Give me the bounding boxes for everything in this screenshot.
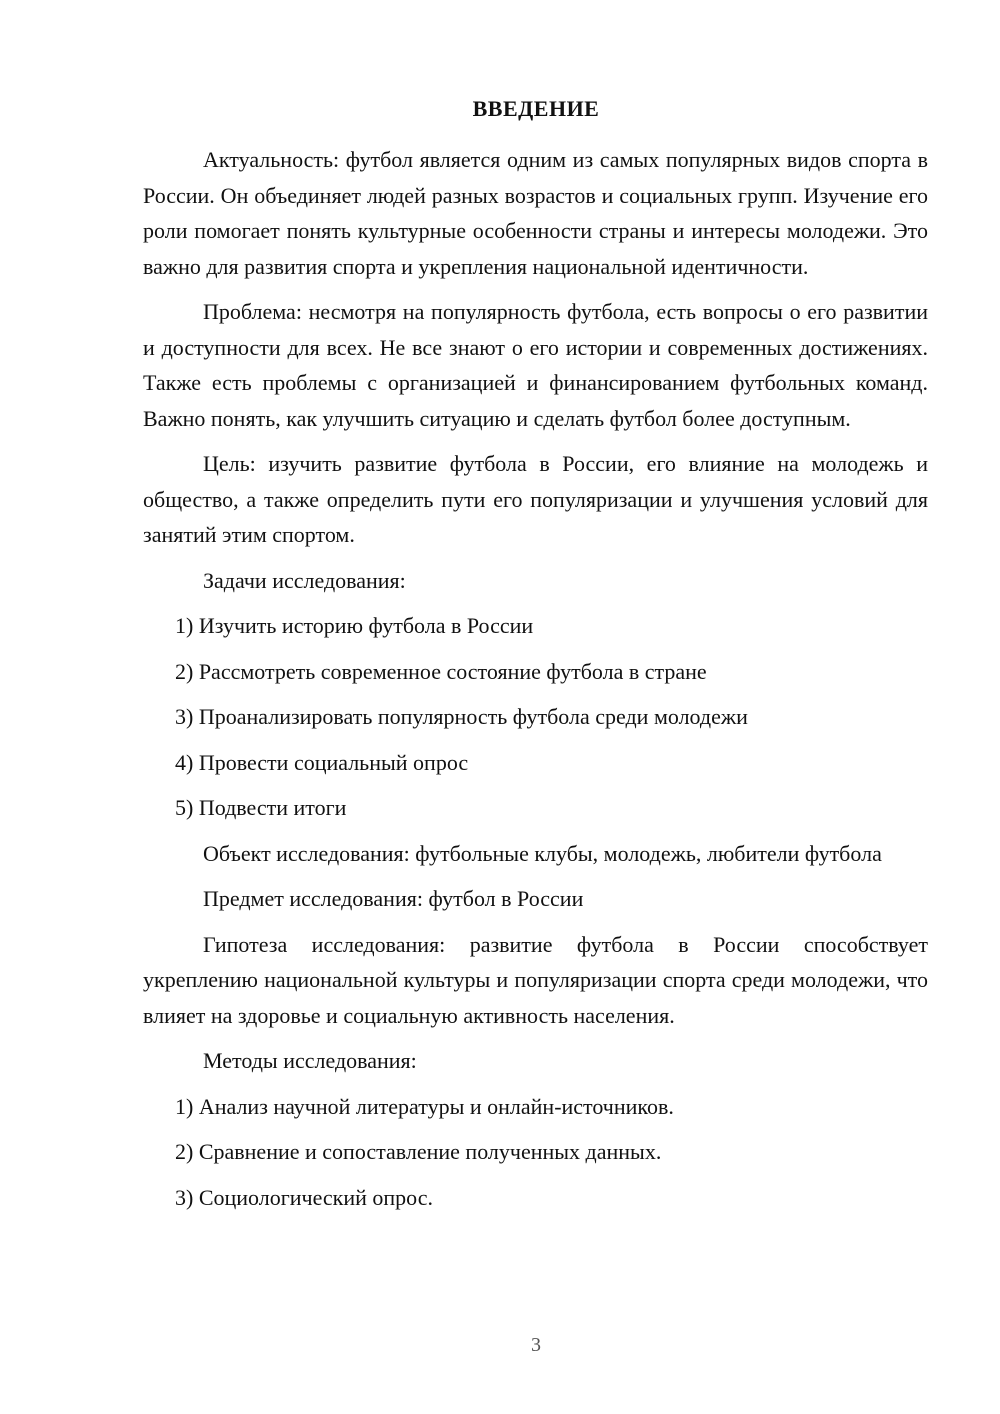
problem-paragraph: Проблема: несмотря на популярность футбола, есть вопросы о его развитии и доступности для всех. Не все знают о его истории и современных достижениях. Также есть проблемы с организацией и финансированием футбольных команд. Важно понять, как улучшить ситуацию и сделать футбол более доступным. <box>143 299 928 431</box>
goal-paragraph: Цель: изучить развитие футбола в России, его влияние на молодежь и общество, а также определить пути его популяризации и улучшения условий для занятий этим спортом. <box>143 451 928 547</box>
page-title: ВВЕДЕНИЕ <box>472 96 600 121</box>
task-item: 3) Проанализировать популярность футбола среди молодежи <box>175 704 748 729</box>
actuality-paragraph: Актуальность: футбол является одним из самых популярных видов спорта в России. Он объединяет людей разных возрастов и социальных групп. Изучение его роли помогает понять культурные особенности страны и интересы молодежи. Это важно для развития спорта и укрепления национальной идентичности. <box>143 147 928 279</box>
document-body <box>143 142 928 1225</box>
task-item: 1) Изучить историю футбола в России <box>175 613 534 638</box>
subject-paragraph: Предмет исследования: футбол в России <box>203 886 584 911</box>
object-paragraph: Объект исследования: футбольные клубы, молодежь, любители футбола <box>203 840 882 866</box>
method-item: 2) Сравнение и сопоставление полученных данных. <box>175 1139 662 1164</box>
tasks-heading: Задачи исследования: <box>203 567 406 593</box>
task-item: 5) Подвести итоги <box>175 795 347 820</box>
hypothesis-paragraph: Гипотеза исследования: развитие футбола в России способствует укреплению национальной культуры и популяризации спорта среди молодежи, что влияет на здоровье и социальную активность населения. <box>143 931 928 1028</box>
task-item: 2) Рассмотреть современное состояние футбола в стране <box>175 658 707 684</box>
methods-heading: Методы исследования: <box>203 1048 417 1073</box>
method-item: 3) Социологический опрос. <box>175 1184 433 1210</box>
task-item: 4) Провести социальный опрос <box>175 749 469 775</box>
page-number: 3 <box>531 1334 541 1356</box>
method-item: 1) Анализ научной литературы и онлайн-источников. <box>175 1093 674 1119</box>
